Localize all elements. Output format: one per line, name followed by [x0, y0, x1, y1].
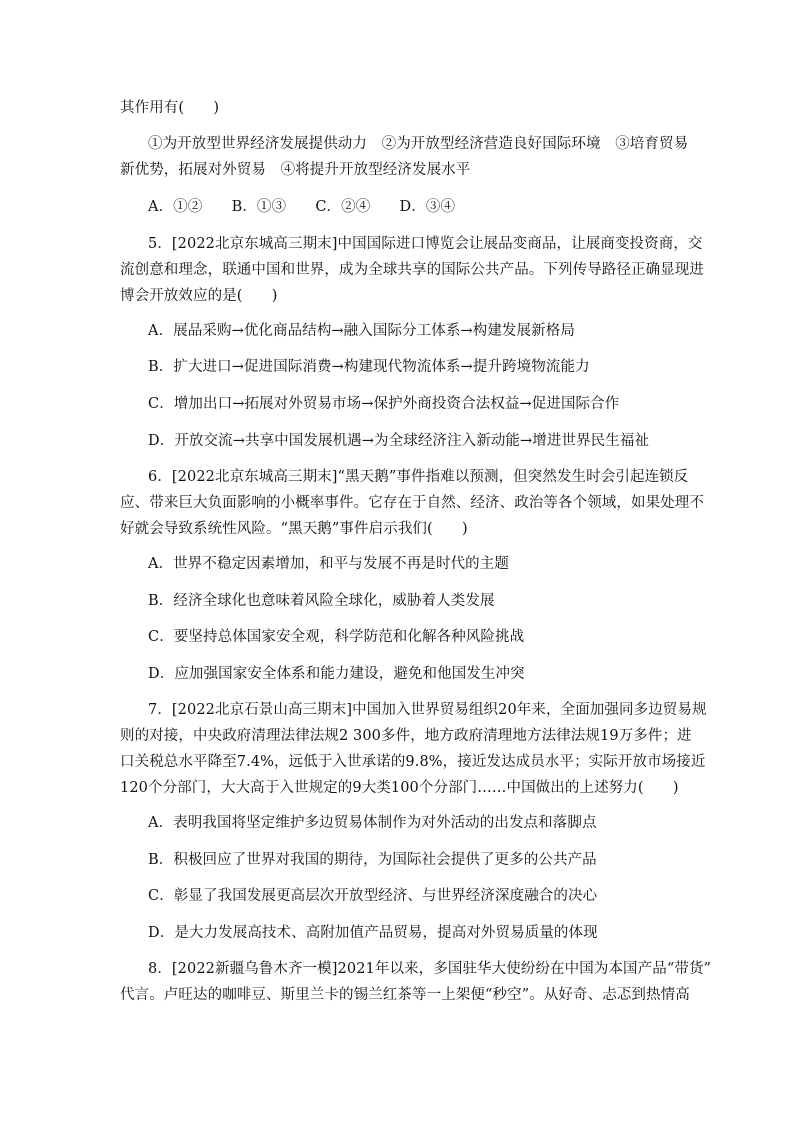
question-6-stem-line-3: 好就会导致系统性风险。“黑天鹅”事件启示我们( ) — [120, 521, 468, 537]
question-7-option-a: A．表明我国将坚定维护多边贸易体制作为对外活动的出发点和落脚点 — [148, 815, 597, 831]
question-6-option-d: D．应加强国家安全体系和能力建设，避免和他国发生冲突 — [148, 666, 525, 682]
question-5-option-b: B．扩大进口→促进国际消费→构建现代物流体系→提升跨境物流能力 — [148, 359, 590, 375]
question-6-option-b: B．经济全球化也意味着风险全球化，威胁着人类发展 — [148, 593, 495, 609]
question-6-stem-line-2: 应、带来巨大负面影响的小概率事件。它存在于自然、经济、政治等各个领域，如果处理不 — [120, 495, 704, 511]
question-5-stem-line-2: 流创意和理念，联通中国和世界，成为全球共享的国际公共产品。下列传导路径正确显现进 — [120, 262, 704, 278]
question-5-option-a: A．展品采购→优化商品结构→融入国际分工体系→构建发展新格局 — [148, 323, 575, 339]
question-5-option-d: D．开放交流→共享中国发展机遇→为全球经济注入新动能→增进世界民生福祉 — [148, 433, 650, 449]
question-7-option-d: D．是大力发展高技术、高附加值产品贸易，提高对外贸易质量的体现 — [148, 925, 598, 941]
question-5-stem: 5．[2022北京东城高三期末]中国国际进口博览会让展品变商品，让展商变投资商，交 — [148, 236, 703, 252]
question-4-stem-end: 其作用有( ) — [120, 100, 220, 116]
question-7-option-b: B．积极回应了世界对我国的期待，为国际社会提供了更多的公共产品 — [148, 852, 597, 868]
question-5-stem-line-3: 博会开放效应的是( ) — [120, 288, 278, 304]
question-8-stem-line-2: 代言。卢旺达的咖啡豆、斯里兰卡的锡兰红茶等一上架便“秒空”。从好奇、忐忑到热情高 — [120, 987, 690, 1003]
question-6-option-c: C．要坚持总体国家安全观，科学防范和化解各种风险挑战 — [148, 629, 525, 645]
question-7-stem-line-2: 则的对接，中央政府清理法律法规2 300多件，地方政府清理地方法律法规19万多件；进 — [120, 728, 692, 744]
question-7-stem-line-4: 120个分部门，大大高于入世规定的9大类100个分部门……中国做出的上述努力( ) — [120, 780, 679, 796]
question-6-option-a: A．世界不稳定因素增加，和平与发展不再是时代的主题 — [148, 556, 509, 572]
question-7-stem-line-3: 口关税总水平降至7.4%，远低于入世承诺的9.8%，接近发达成员水平；实际开放市场接近 — [120, 754, 706, 770]
question-5-option-c: C．增加出口→拓展对外贸易市场→保护外商投资合法权益→促进国际合作 — [148, 396, 620, 412]
question-7-stem: 7．[2022北京石景山高三期末]中国加入世界贸易组织20年来，全面加强同多边贸易规 — [148, 702, 707, 718]
question-7-option-c: C．彰显了我国发展更高层次开放型经济、与世界经济深度融合的决心 — [148, 888, 598, 904]
question-8-stem: 8．[2022新疆乌鲁木齐一模]2021年以来，多国驻华大使纷纷在中国为本国产品“带货” — [148, 961, 712, 977]
question-4-options: A．①② B．①③ C．②④ D．③④ — [148, 199, 456, 215]
question-4-statements: ①为开放型世界经济发展提供动力 ②为开放型经济营造良好国际环境 ③培育贸易 — [148, 136, 689, 152]
question-6-stem: 6．[2022北京东城高三期末]“黑天鹅”事件指难以预测，但突然发生时会引起连锁反 — [148, 469, 689, 485]
question-4-statements-cont: 新优势，拓展对外贸易 ④将提升开放型经济发展水平 — [120, 162, 471, 178]
